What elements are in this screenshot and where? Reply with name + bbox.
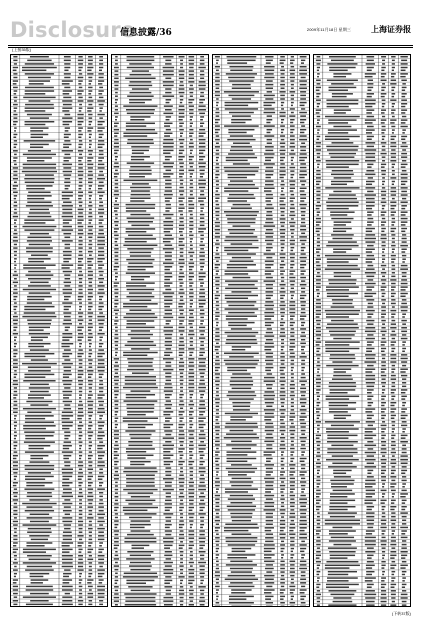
continued-to-note: (下转37版)	[391, 611, 411, 616]
table-column-3	[212, 54, 310, 607]
table-column-4	[313, 54, 411, 607]
table-grid-2	[112, 55, 208, 606]
publication-date: 2009年11月18日 星期三	[306, 27, 351, 32]
table-grid-4	[314, 55, 410, 606]
masthead-rule	[8, 45, 413, 46]
table-grid-3	[213, 55, 309, 606]
table-column-1	[10, 54, 108, 607]
section-brand: Disclosure	[10, 18, 136, 42]
table-column-2	[111, 54, 209, 607]
section-title: 信息披露/36	[120, 28, 172, 38]
masthead	[8, 19, 413, 45]
table-grid-1	[11, 55, 107, 606]
masthead-rule-thin	[8, 47, 413, 48]
newspaper-name: 上海证券报	[371, 24, 411, 34]
disclosure-table-area	[10, 47, 411, 609]
continued-from-note: (上接35版)	[12, 47, 32, 52]
